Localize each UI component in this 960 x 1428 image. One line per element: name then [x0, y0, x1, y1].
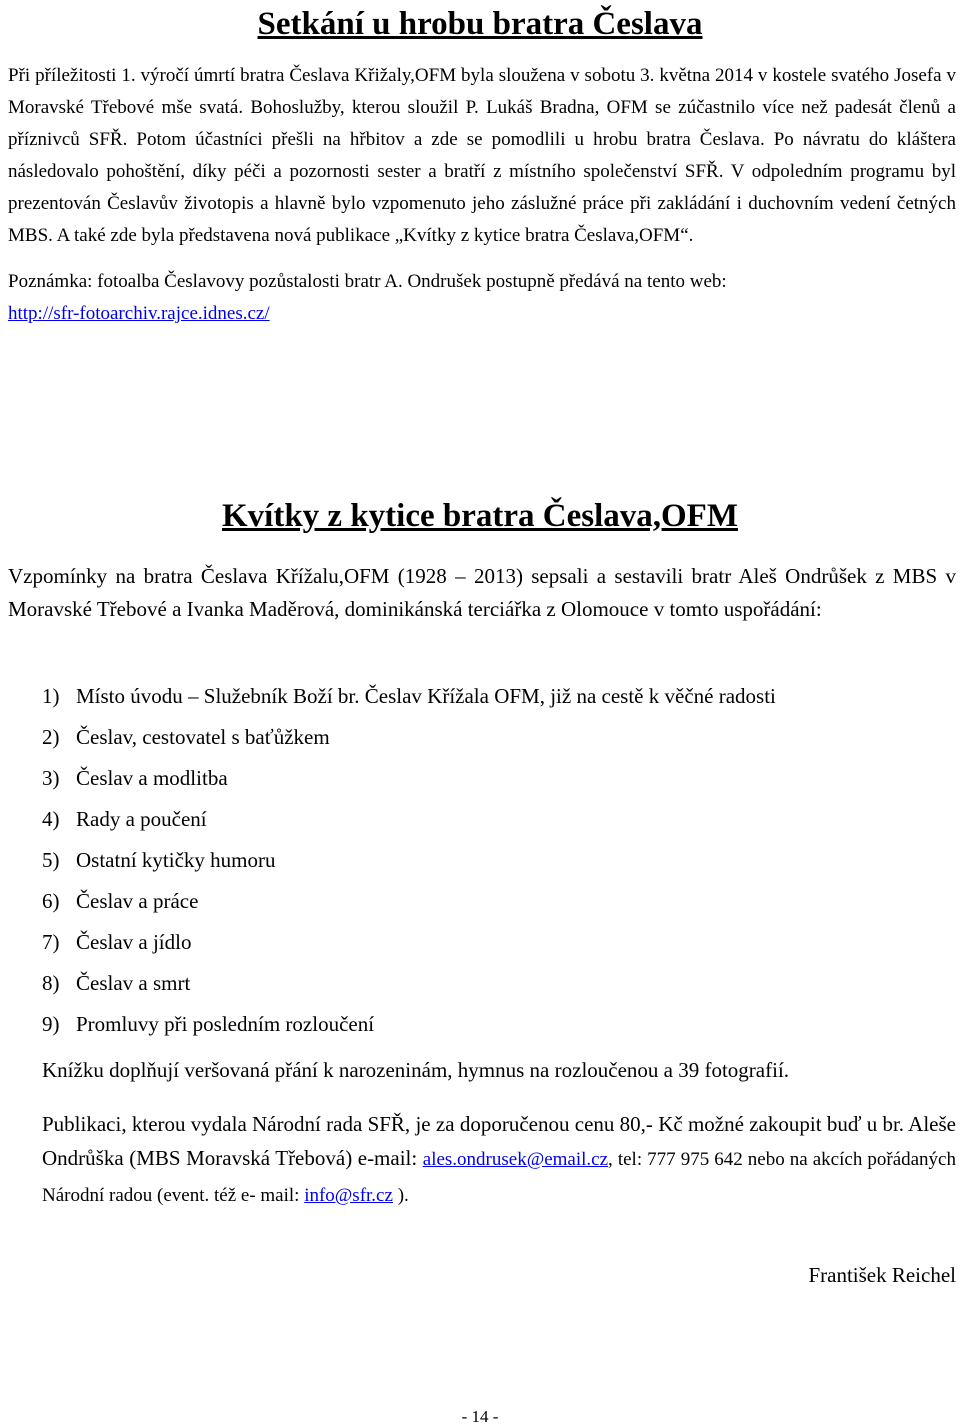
list-item: 1) Místo úvodu – Služebník Boží br. Česlav Křížala OFM, již na cestě k věčné radosti [42, 684, 776, 708]
note-paragraph [8, 266, 956, 330]
list-item: 4) Rady a poučení [42, 807, 207, 831]
list-item: 2) Česlav, cestovatel s baťůžkem [42, 725, 330, 749]
closing-text: ). [392, 1185, 409, 1206]
list-item: 9) Promluvy při posledním rozloučení [42, 1012, 375, 1036]
list-item: 7) Česlav a jídlo [42, 930, 192, 954]
list-item: 3) Česlav a modlitba [42, 766, 228, 790]
purchase-text: Publikaci, kterou vydala Národní rada SFŘ, je za doporučenou cenu 80,- Kč možné zakoupit buď u br. Aleše Ondrůška (MBS Moravská Třebová) e-mail: [42, 1112, 956, 1170]
page-number: - 14 - [461, 1407, 499, 1426]
chapter-list [42, 676, 952, 1045]
supplement-paragraph: Knížku doplňují veršovaná přání k narozeninám, hymnus na rozloučenou a 39 fotografií. [42, 1058, 790, 1082]
purchase-paragraph [42, 1107, 956, 1213]
list-item: 6) Česlav a práce [42, 889, 199, 913]
contact-text: , tel: 777 975 642 nebo na akcích pořádaných Národní radou (event. též e- mail: [42, 1149, 956, 1206]
article-paragraph: Při příležitosti 1. výročí úmrtí bratra Česlava Křižaly,OFM byla sloužena v sobotu 3. května 2014 v kostele svatého Josefa v Moravské Třebové mše svatá. Bohoslužby, kterou sloužil P. Lukáš Bradna, OFM se zúčastnilo více než padesát členů a příznivců SFŘ. Potom účastníci přešli na hřbitov a zde se pomodlili u hrobu bratra Česlava. Po návratu do kláštera následovalo pohoštění, díky péči a pozornosti sester a bratří z místního společenství SFŘ. V odpoledním programu byl prezentován Česlavův životopis a hlavně bylo vzpomenuto jeho záslužné práce při zakládání i duchovním vedení četných MBS. A také zde byla představena nová publikace „Kvítky z kytice bratra Česlava,OFM“. [8, 65, 956, 246]
email-sfr-link[interactable]: info@sfr.cz [304, 1185, 393, 1206]
list-item: 5) Ostatní kytičky humoru [42, 848, 276, 872]
list-item: 8) Česlav a smrt [42, 971, 191, 995]
fotoarchiv-link[interactable]: http://sfr-fotoarchiv.rajce.idnes.cz/ [8, 303, 270, 324]
note-text: Poznámka: fotoalba Česlavovy pozůstalosti bratr A. Ondrušek postupně předává na tento web: [8, 271, 727, 292]
intro-paragraph: Vzpomínky na bratra Česlava Křížalu,OFM (1928 – 2013) sepsali a sestavili bratr Aleš Ondrůšek z MBS v Moravské Třebové a Ivanka Maděrová, dominikánská terciářka z Olomouce v tomto uspořádání: [8, 564, 956, 621]
article-title-kvitky: Kvítky z kytice bratra Česlava,OFM [222, 498, 738, 534]
article-kvitky-intro [8, 560, 956, 626]
article-title-setkani: Setkání u hrobu bratra Česlava [257, 6, 703, 42]
email-ondrusek-link[interactable]: ales.ondrusek@email.cz [422, 1149, 609, 1170]
article-setkani-body [8, 60, 956, 330]
author-signature: František Reichel [808, 1263, 956, 1287]
